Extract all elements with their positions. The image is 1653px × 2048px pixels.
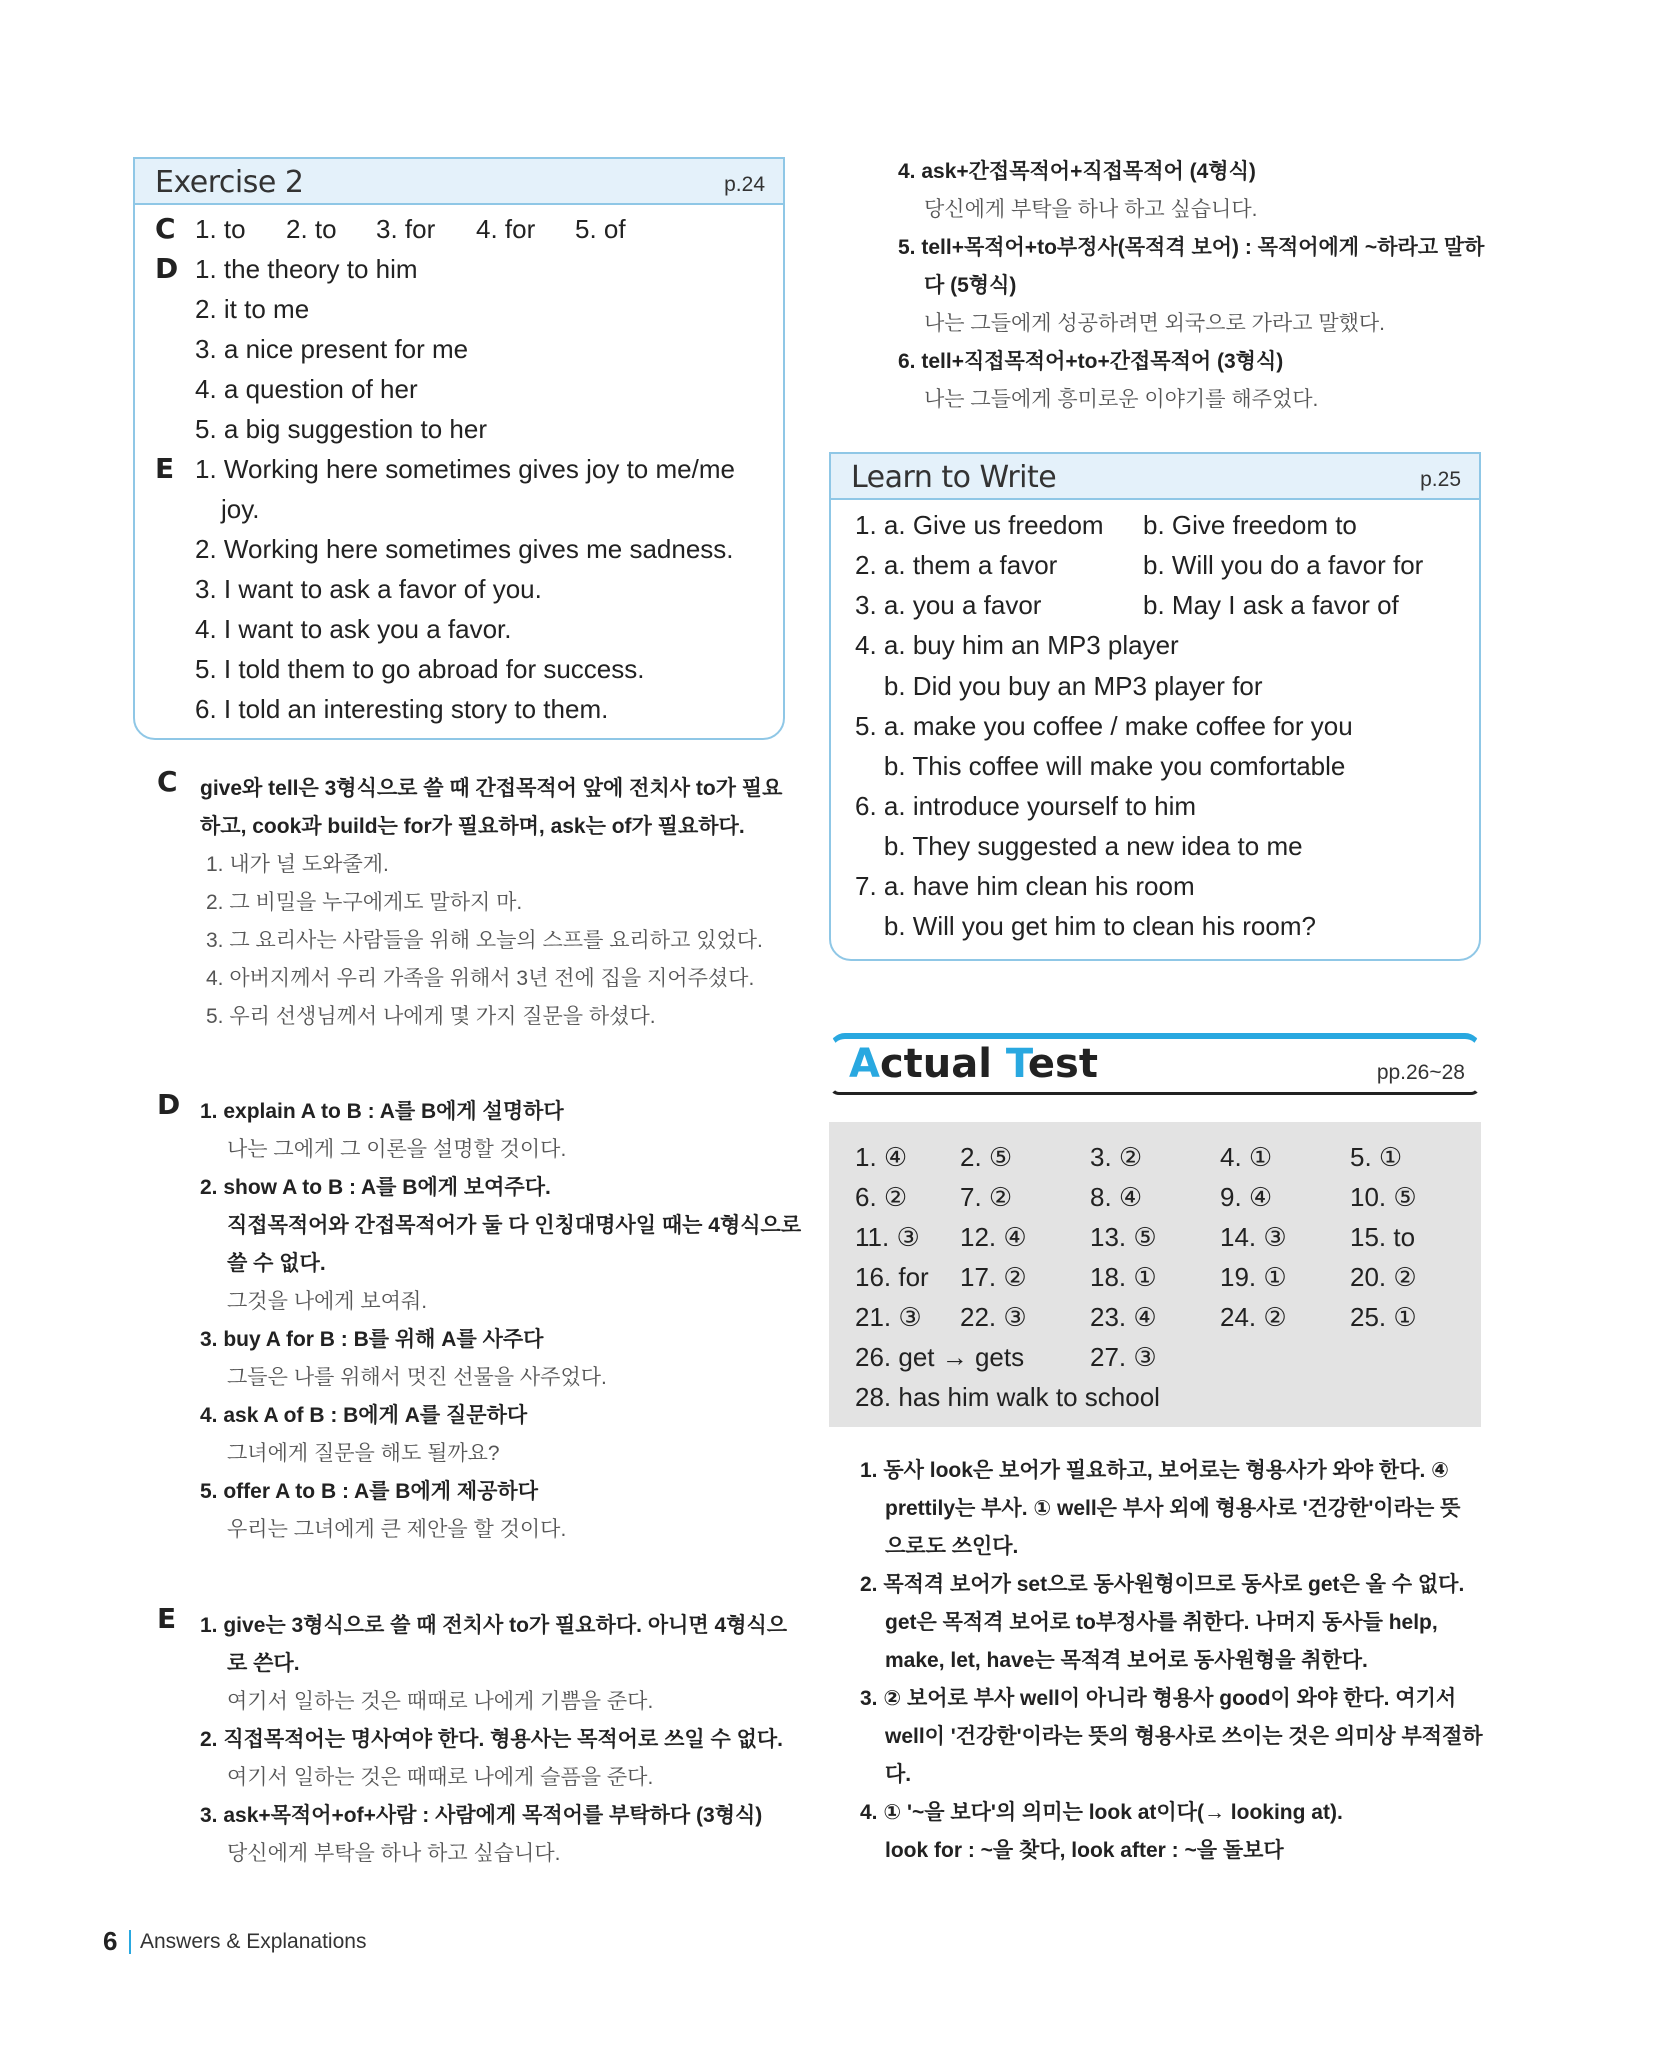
ltw-row-b: b. Will you do a favor for bbox=[1143, 550, 1424, 580]
ex2-c-label: C bbox=[155, 212, 176, 245]
answer: 26. get → gets bbox=[855, 1342, 1025, 1372]
ex2-c-item: 4. for bbox=[476, 214, 536, 244]
exercise2-title: Exercise 2 bbox=[155, 165, 304, 200]
answer: 27. ③ bbox=[1090, 1342, 1157, 1372]
ex2-e-item: 5. I told them to go abroad for success. bbox=[195, 654, 645, 684]
answer: 23. ④ bbox=[1090, 1302, 1157, 1332]
expl-d-line: 나는 그에게 그 이론을 설명할 것이다. bbox=[227, 1138, 567, 1161]
answer: 22. ③ bbox=[960, 1302, 1027, 1332]
expl-c-item: 5. 우리 선생님께서 나에게 몇 가지 질문을 하셨다. bbox=[206, 1005, 656, 1028]
right-top-line: 나는 그들에게 흥미로운 이야기를 해주었다. bbox=[924, 388, 1319, 411]
answer: 21. ③ bbox=[855, 1302, 922, 1332]
answer: 12. ④ bbox=[960, 1222, 1027, 1252]
right-expl-line: get은 목적격 보어로 to부정사를 취한다. 나머지 동사들 help, bbox=[885, 1611, 1438, 1634]
expl-c-line: give와 tell은 3형식으로 쓸 때 간접목적어 앞에 전치사 to가 필요 bbox=[200, 777, 783, 800]
answer: 28. has him walk to school bbox=[855, 1382, 1160, 1412]
ltw-row-a: 4. a. buy him an MP3 player bbox=[855, 630, 1179, 660]
ltw-row-a: b. Will you get him to clean his room? bbox=[855, 911, 1316, 941]
right-expl-line: 1. 동사 look은 보어가 필요하고, 보어로는 형용사가 와야 한다. ④ bbox=[860, 1459, 1449, 1482]
ltw-row-a: b. Did you buy an MP3 player for bbox=[855, 671, 1263, 701]
actual-test-page: pp.26~28 bbox=[1376, 1061, 1465, 1084]
ex2-d-item: 2. it to me bbox=[195, 294, 310, 324]
ex2-e-item: 2. Working here sometimes gives me sadness. bbox=[195, 534, 734, 564]
ex2-d-item: 4. a question of her bbox=[195, 374, 418, 404]
expl-e-line: 3. ask+목적어+of+사람 : 사람에게 목적어를 부탁하다 (3형식) bbox=[200, 1804, 763, 1827]
ex2-d-label: D bbox=[155, 252, 179, 285]
ltw-row-b: b. May I ask a favor of bbox=[1143, 590, 1399, 620]
answer: 2. ⑤ bbox=[960, 1142, 1013, 1172]
expl-e-line: 로 쓴다. bbox=[227, 1652, 300, 1675]
right-expl-line: well이 '건강한'이라는 뜻의 형용사로 쓰이는 것은 의미상 부적절하 bbox=[885, 1725, 1483, 1748]
expl-d-label: D bbox=[157, 1088, 181, 1121]
ltw-row-a: 2. a. them a favor bbox=[855, 550, 1058, 580]
expl-d-line: 그들은 나를 위해서 멋진 선물을 사주었다. bbox=[227, 1366, 607, 1389]
learn-to-write-header bbox=[831, 454, 1479, 500]
right-top-line: 나는 그들에게 성공하려면 외국으로 가라고 말했다. bbox=[924, 312, 1386, 335]
ex2-d-item: 1. the theory to him bbox=[195, 254, 418, 284]
expl-e-line: 2. 직접목적어는 명사여야 한다. 형용사는 목적어로 쓰일 수 없다. bbox=[200, 1728, 784, 1751]
actual-test-title: Actual Test bbox=[849, 1041, 1098, 1087]
ltw-row-a: 6. a. introduce yourself to him bbox=[855, 791, 1197, 821]
expl-c-line: 하고, cook과 build는 for가 필요하며, ask는 of가 필요하다. bbox=[200, 815, 745, 838]
ltw-row-b: b. Give freedom to bbox=[1143, 510, 1357, 540]
expl-d-line: 3. buy A for B : B를 위해 A를 사주다 bbox=[200, 1328, 544, 1351]
expl-d-line: 쓸 수 없다. bbox=[227, 1252, 326, 1275]
answer: 13. ⑤ bbox=[1090, 1222, 1157, 1252]
expl-e-line: 여기서 일하는 것은 때때로 나에게 슬픔을 준다. bbox=[227, 1766, 654, 1789]
expl-e-label: E bbox=[157, 1602, 177, 1635]
ex2-e-item: 6. I told an interesting story to them. bbox=[195, 694, 609, 724]
expl-c-label: C bbox=[157, 765, 178, 798]
footer-label: Answers & Explanations bbox=[140, 1930, 367, 1953]
expl-d-line: 우리는 그녀에게 큰 제안을 할 것이다. bbox=[227, 1518, 567, 1541]
answer: 5. ① bbox=[1350, 1142, 1403, 1172]
expl-d-line: 직접목적어와 간접목적어가 둘 다 인칭대명사일 때는 4형식으로 bbox=[227, 1214, 802, 1237]
learn-to-write-title: Learn to Write bbox=[851, 460, 1057, 495]
exercise2-header bbox=[135, 159, 783, 205]
ex2-c-item: 5. of bbox=[575, 214, 626, 244]
ltw-row-a: 5. a. make you coffee / make coffee for you bbox=[855, 711, 1353, 741]
right-expl-line: look for : ~을 찾다, look after : ~을 돌보다 bbox=[885, 1839, 1284, 1862]
expl-c-item: 4. 아버지께서 우리 가족을 위해서 3년 전에 집을 지어주셨다. bbox=[206, 967, 755, 990]
right-expl-line: prettily는 부사. ① well은 부사 외에 형용사로 '건강한'이라는 뜻 bbox=[885, 1497, 1461, 1520]
answer: 1. ④ bbox=[855, 1142, 908, 1172]
ltw-row-a: b. They suggested a new idea to me bbox=[855, 831, 1303, 861]
ex2-c-item: 2. to bbox=[286, 214, 337, 244]
ltw-row-a: 3. a. you a favor bbox=[855, 590, 1042, 620]
expl-e-line: 당신에게 부탁을 하나 하고 싶습니다. bbox=[227, 1842, 561, 1865]
right-expl-line: 다. bbox=[885, 1763, 912, 1786]
answer: 14. ③ bbox=[1220, 1222, 1287, 1252]
ex2-e-item: 3. I want to ask a favor of you. bbox=[195, 574, 542, 604]
right-expl-line: 4. ① '~을 보다'의 의미는 look at이다(→ looking at). bbox=[860, 1801, 1343, 1824]
right-expl-line: 3. ② 보어로 부사 well이 아니라 형용사 good이 와야 한다. 여기서 bbox=[860, 1687, 1457, 1710]
expl-d-line: 2. show A to B : A를 B에게 보여주다. bbox=[200, 1176, 551, 1199]
answer: 10. ⑤ bbox=[1350, 1182, 1417, 1212]
exercise2-page: p.24 bbox=[724, 173, 765, 196]
actual-test-header bbox=[829, 1033, 1481, 1103]
right-top-line: 6. tell+직접목적어+to+간접목적어 (3형식) bbox=[898, 350, 1284, 373]
answer: 16. for bbox=[855, 1262, 929, 1292]
answer: 19. ① bbox=[1220, 1262, 1287, 1292]
footer-divider bbox=[129, 1930, 131, 1954]
ex2-c-item: 1. to bbox=[195, 214, 246, 244]
answer: 8. ④ bbox=[1090, 1182, 1143, 1212]
answer: 4. ① bbox=[1220, 1142, 1273, 1172]
right-top-line: 당신에게 부탁을 하나 하고 싶습니다. bbox=[924, 198, 1258, 221]
ex2-d-item: 3. a nice present for me bbox=[195, 334, 469, 364]
answer: 18. ① bbox=[1090, 1262, 1157, 1292]
answer: 11. ③ bbox=[855, 1222, 920, 1252]
ex2-e-item: 4. I want to ask you a favor. bbox=[195, 614, 512, 644]
right-top-line: 4. ask+간접목적어+직접목적어 (4형식) bbox=[898, 160, 1256, 183]
expl-d-line: 그녀에게 질문을 해도 될까요? bbox=[227, 1442, 500, 1465]
ex2-e-item: 1. Working here sometimes gives joy to me/me bbox=[195, 454, 735, 484]
expl-e-line: 1. give는 3형식으로 쓸 때 전치사 to가 필요하다. 아니면 4형식으 bbox=[200, 1614, 788, 1637]
answer: 6. ② bbox=[855, 1182, 908, 1212]
page-number: 6 bbox=[103, 1926, 118, 1956]
answer: 3. ② bbox=[1090, 1142, 1143, 1172]
right-top-line: 5. tell+목적어+to부정사(목적격 보어) : 목적어에게 ~하라고 말하 bbox=[898, 236, 1485, 259]
ltw-row-a: 7. a. have him clean his room bbox=[855, 871, 1195, 901]
answer: 25. ① bbox=[1350, 1302, 1417, 1332]
expl-d-line: 그것을 나에게 보여줘. bbox=[227, 1290, 428, 1313]
expl-e-line: 여기서 일하는 것은 때때로 나에게 기쁨을 준다. bbox=[227, 1690, 654, 1713]
ltw-row-a: 1. a. Give us freedom bbox=[855, 510, 1104, 540]
expl-d-line: 5. offer A to B : A를 B에게 제공하다 bbox=[200, 1480, 538, 1503]
answer: 7. ② bbox=[960, 1182, 1013, 1212]
ex2-e-label: E bbox=[155, 452, 175, 485]
answer: 20. ② bbox=[1350, 1262, 1417, 1292]
right-expl-line: 2. 목적격 보어가 set으로 동사원형이므로 동사로 get은 올 수 없다. bbox=[860, 1573, 1465, 1596]
expl-c-item: 3. 그 요리사는 사람들을 위해 오늘의 스프를 요리하고 있었다. bbox=[206, 929, 763, 952]
expl-d-line: 4. ask A of B : B에게 A를 질문하다 bbox=[200, 1404, 528, 1427]
ex2-c-item: 3. for bbox=[376, 214, 436, 244]
ltw-row-a: b. This coffee will make you comfortable bbox=[855, 751, 1346, 781]
ex2-d-item: 5. a big suggestion to her bbox=[195, 414, 487, 444]
learn-to-write-page: p.25 bbox=[1420, 468, 1461, 491]
answer: 15. to bbox=[1350, 1222, 1416, 1252]
expl-c-item: 2. 그 비밀을 누구에게도 말하지 마. bbox=[206, 891, 523, 914]
right-expl-line: make, let, have는 목적격 보어로 동사원형을 취한다. bbox=[885, 1649, 1368, 1672]
expl-d-line: 1. explain A to B : A를 B에게 설명하다 bbox=[200, 1100, 564, 1123]
right-expl-line: 으로도 쓰인다. bbox=[885, 1535, 1019, 1558]
ex2-e-item: joy. bbox=[221, 494, 260, 524]
answer: 24. ② bbox=[1220, 1302, 1287, 1332]
answer: 17. ② bbox=[960, 1262, 1027, 1292]
answer: 9. ④ bbox=[1220, 1182, 1273, 1212]
right-top-line: 다 (5형식) bbox=[924, 274, 1017, 297]
expl-c-item: 1. 내가 널 도와줄게. bbox=[206, 853, 389, 876]
